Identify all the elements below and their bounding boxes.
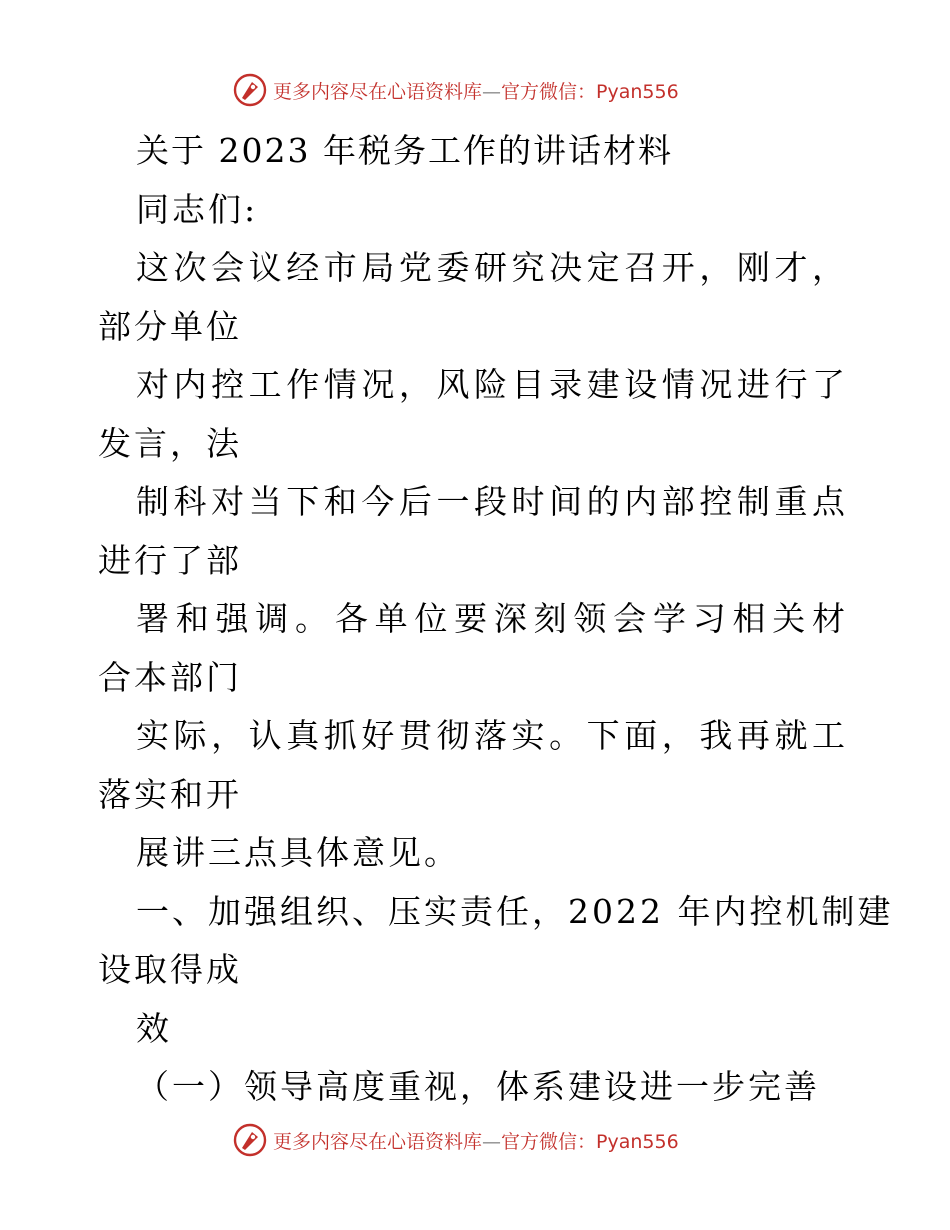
- paragraph-line: 署和强调。各单位要深刻领会学习相关材: [136, 599, 848, 638]
- watermark-text: 更多内容尽在心语资料库: [273, 1130, 483, 1153]
- paragraph-line: 合本部门: [98, 657, 242, 697]
- paragraph-line: 实际，认真抓好贯彻落实。下面，我再就工: [136, 716, 848, 755]
- header-watermark: [233, 72, 679, 108]
- watermark-separator: —: [482, 1130, 502, 1153]
- section-heading-continued: 效: [136, 1008, 172, 1048]
- paragraph-line: 对内控工作情况，风险目录建设情况进行了: [136, 365, 848, 404]
- watermark-contact: 官方微信：Pyan556: [501, 80, 679, 103]
- subsection-heading: （一）领导高度重视，体系建设进一步完善: [136, 1067, 820, 1106]
- paragraph-line: 落实和开: [98, 774, 242, 814]
- watermark-separator: —: [482, 80, 502, 103]
- paragraph-line: 制科对当下和今后一段时间的内部控制重点: [136, 482, 848, 521]
- paragraph-line: 展讲三点具体意见。: [136, 833, 460, 872]
- paragraph-line: 发言，法: [98, 423, 242, 463]
- watermark-text: 更多内容尽在心语资料库: [273, 80, 483, 103]
- paragraph-line: 这次会议经市局党委研究决定召开，刚才，: [136, 248, 848, 287]
- paragraph-line: 部分单位: [98, 306, 242, 346]
- document-title: 关于 2023 年税务工作的讲话材料: [136, 131, 673, 170]
- section-heading-continued: 设取得成: [98, 950, 242, 989]
- pen-nib-circle-icon: [233, 73, 267, 107]
- watermark-contact: 官方微信：Pyan556: [501, 1130, 679, 1153]
- footer-watermark: [233, 1122, 679, 1158]
- salutation: 同志们:: [136, 189, 259, 229]
- pen-nib-circle-icon: [233, 1123, 267, 1157]
- paragraph-line: 进行了部: [98, 540, 242, 580]
- section-heading: 一、加强组织、压实责任，2022 年内控机制建: [136, 891, 894, 931]
- document-body: [98, 122, 894, 1117]
